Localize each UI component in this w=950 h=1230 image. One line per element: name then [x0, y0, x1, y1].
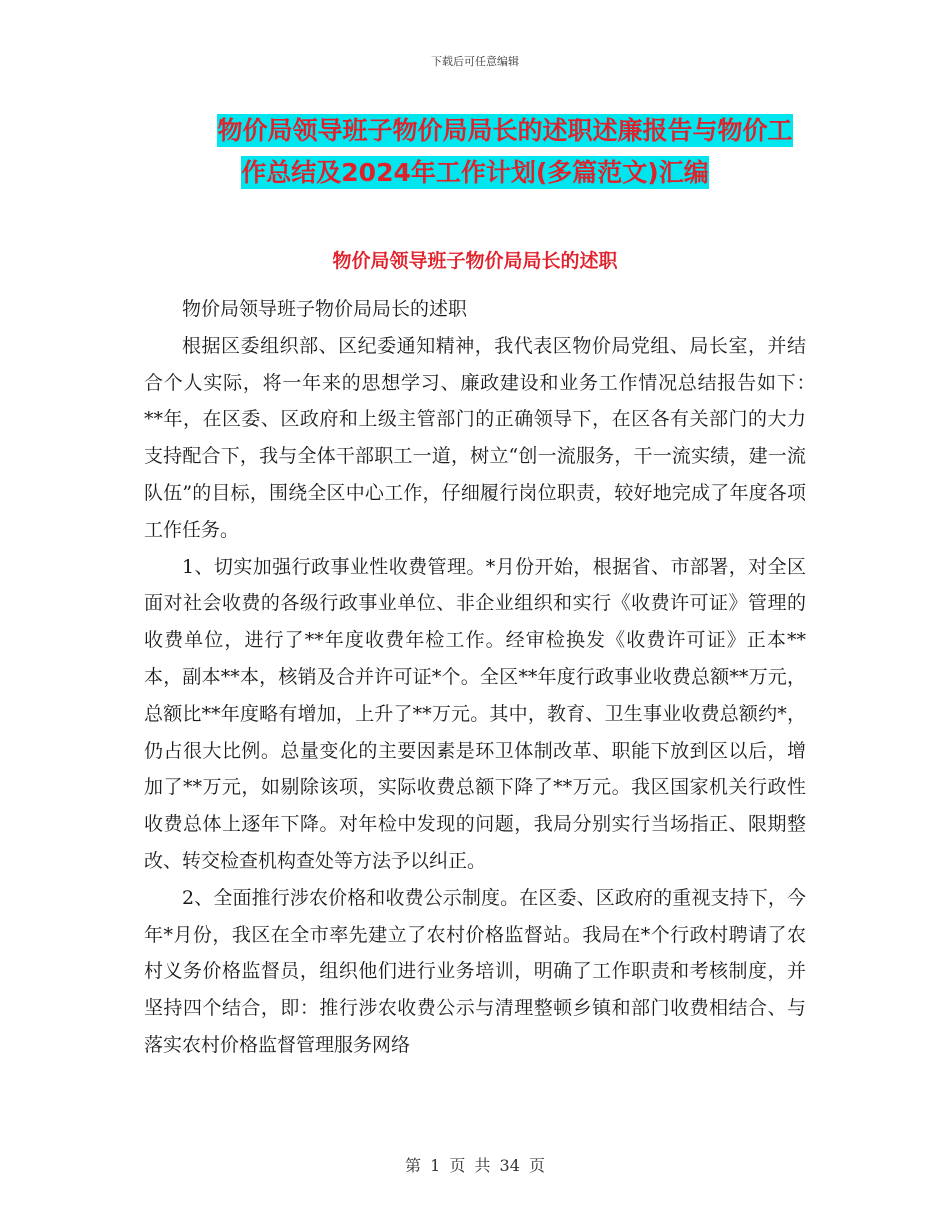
paragraph-intro: 根据区委组织部、区纪委通知精神，我代表区物价局党组、局长室，并结合个人实际，将一年来的思想学习、廉政建设和业务工作情况总结报告如下： **年，在区委、区政府和上级主管部门的正确领导下，在区各有关部门的大力支持配合下，我与全体干部职工一道，树立“创一流服务，干一流实绩，建一流队伍”的目标，围绕全区中心工作，仔细履行岗位职责，较好地完成了年度各项工作任务。	[144, 334, 845, 541]
document-title-line-1: 物价局领导班子物价局局长的述职述廉报告与物价工	[217, 116, 793, 145]
page-header: 下载后可任意编辑	[431, 55, 519, 68]
document-title	[0, 110, 950, 194]
document-body	[144, 291, 845, 1064]
page-footer: 第 1 页 共 34 页	[405, 1156, 545, 1175]
paragraph-subtitle: 物价局领导班子物价局局长的述职	[182, 298, 468, 320]
document-title-line-2: 作总结及2024年工作计划(多篇范文)汇编	[241, 158, 709, 187]
section-title: 物价局领导班子物价局局长的述职	[332, 250, 618, 272]
paragraph-item-1: 1、切实加强行政事业性收费管理。*月份开始，根据省、市部署，对全区面对社会收费的各级行政事业单位、非企业组织和实行《收费许可证》管理的收费单位，进行了**年度收费年检工作。经审检换发《收费许可证》正本**本，副本**本，核销及合并许可证*个。全区**年度行政事业收费总额**万元，总额比**年度略有增加，上升了**万元。其中，教育、卫生事业收费总额约*，仍占很大比例。总量变化的主要因素是环卫体制改革、职能下放到区以后，增加了**万元，如剔除该项，实际收费总额下降了**万元。我区国家机关行政性收费总体上逐年下降。对年检中发现的问题，我局分别实行当场指正、限期整改、转交检查机构查处等方法予以纠正。	[144, 555, 806, 872]
paragraph-item-2: 2、全面推行涉农价格和收费公示制度。在区委、区政府的重视支持下，今年*月份，我区在全市率先建立了农村价格监督站。我局在*个行政村聘请了农村义务价格监督员，组织他们进行业务培训，明确了工作职责和考核制度，并坚持四个结合，即：推行涉农收费公示与清理整顿乡镇和部门收费相结合、与落实农村价格监督管理服务网络	[144, 886, 806, 1056]
